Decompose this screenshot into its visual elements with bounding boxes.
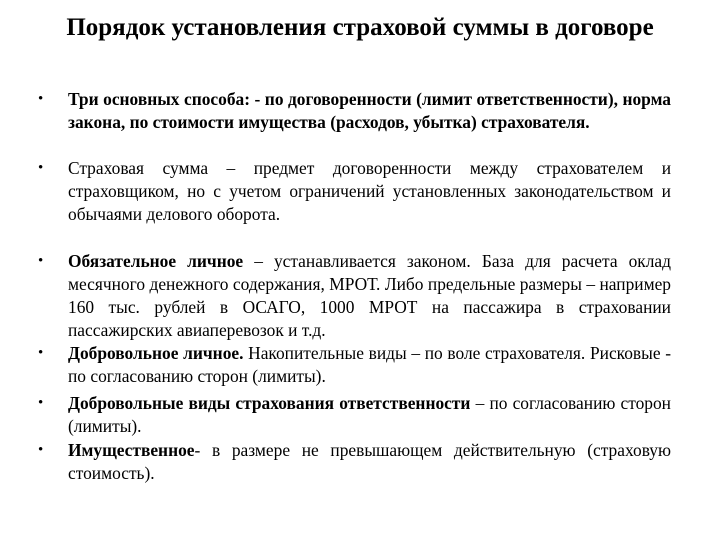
bullet-text: – по согласованию сторон (лимиты). [68,393,671,436]
bullet-lead: Обязательное личное [68,251,244,271]
bullet-icon: • [38,91,44,107]
bullet-icon: • [38,345,44,361]
bullet-item-mandatory-personal [38,250,671,342]
bullet-item-liability [38,392,671,438]
bullet-text: – устанавливается законом. База для расчета оклад месячного денежного содержания, МРОТ. Либо предельные размеры – например 160 тыс. рублей в ОСАГО, 1000 МРОТ на пассажира в страховании пассажирских авиаперевозок и т.д. [68,251,671,340]
bullet-item-methods [38,88,671,134]
bullet-lead: Три основных способа: - по договоренности (лимит ответственности), норма закона, по стоимости имущества (расходов, убытка) страхователя. [68,89,671,132]
bullet-text: - в размере не превышающем действительную (страховую стоимость). [68,440,671,483]
bullet-icon: • [38,160,44,176]
bullet-text: – предмет договоренности между страхователем и страховщиком, но с учетом ограничений установленных законодательством и обычаями делового оборота. [68,158,671,224]
bullet-icon: • [38,395,44,411]
bullet-item-voluntary-personal [38,342,671,388]
bullet-text: Накопительные виды – по воле страхователя. Рисковые - по согласованию сторон (лимиты). [68,343,671,386]
bullet-lead: Добровольное личное. [68,343,244,363]
bullet-lead: Добровольные виды страхования ответственности [68,393,471,413]
bullet-icon: • [38,253,44,269]
bullet-lead: Страховая сумма [68,158,209,178]
bullet-item-property [38,439,671,485]
bullet-lead: Имущественное [68,440,195,460]
slide-title: Порядок установления страховой суммы в договоре [66,14,654,41]
bullet-item-sum-insured [38,157,671,226]
bullet-icon: • [38,442,44,458]
